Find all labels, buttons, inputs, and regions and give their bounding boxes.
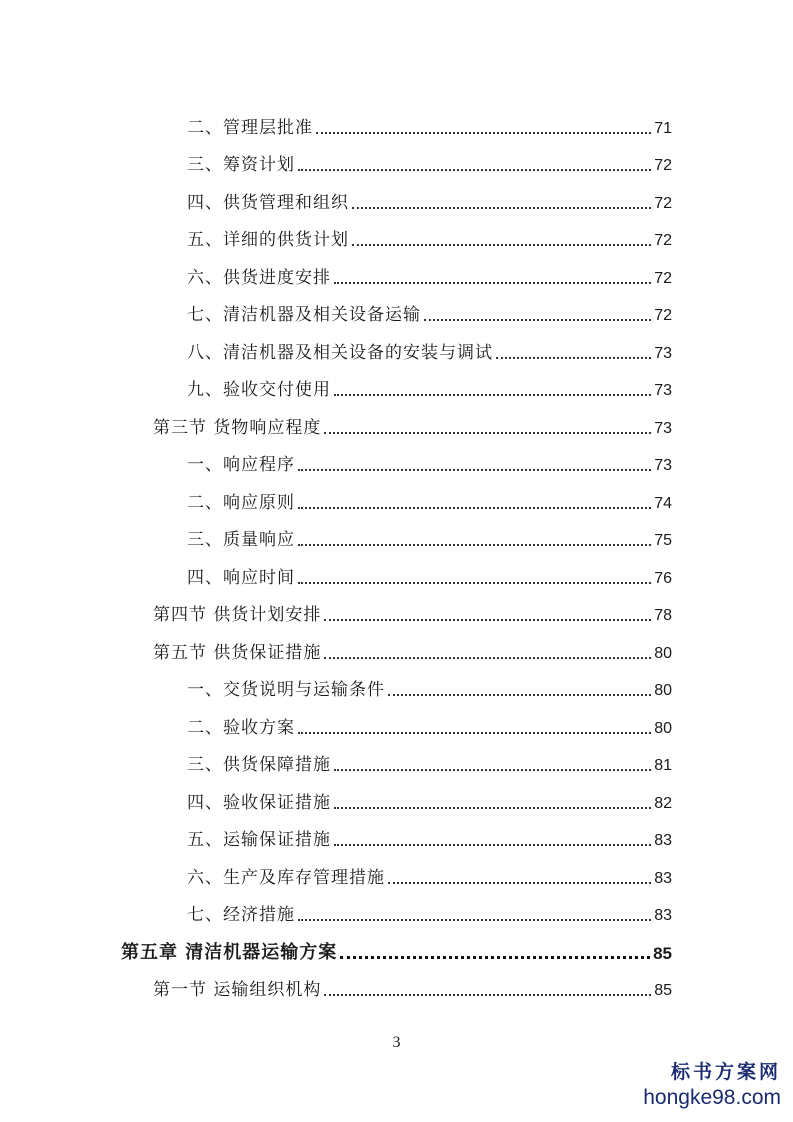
- toc-entry-title: 七、经济措施: [187, 905, 295, 925]
- dot-leader: [298, 507, 651, 509]
- toc-entry-title: 第五节 供货保证措施: [153, 642, 322, 663]
- toc-entry-page: 71: [654, 119, 672, 137]
- toc-item[interactable]: [0, 326, 793, 364]
- toc-item[interactable]: [0, 476, 793, 514]
- toc-entry-title: 三、供货保障措施: [187, 755, 331, 775]
- dot-leader: [324, 432, 651, 434]
- dot-leader: [324, 619, 651, 621]
- watermark-title: 标书方案网: [670, 1061, 781, 1083]
- toc-entry-page: 72: [654, 307, 672, 324]
- dot-leader: [298, 169, 651, 171]
- toc-section[interactable]: [0, 589, 793, 627]
- toc-entry-page: 72: [654, 194, 672, 212]
- toc-entry-page: 83: [654, 869, 672, 887]
- toc-entry-title: 六、供货进度安排: [187, 267, 331, 288]
- dot-leader: [424, 319, 651, 321]
- toc-item[interactable]: [0, 514, 793, 552]
- toc-entry-title: 二、验收方案: [187, 717, 295, 738]
- toc-item[interactable]: [0, 814, 793, 852]
- toc-entry-page: 74: [654, 494, 672, 512]
- dot-leader: [298, 732, 651, 734]
- toc-entry-page: 85: [653, 943, 672, 963]
- dot-leader: [340, 956, 650, 959]
- toc-item[interactable]: [0, 739, 793, 777]
- toc-section[interactable]: [0, 626, 793, 664]
- toc-entry-title: 二、管理层批准: [187, 117, 313, 138]
- toc-item[interactable]: [0, 439, 793, 477]
- toc-entry-title: 九、验收交付使用: [187, 380, 331, 400]
- toc-entry-page: 75: [654, 532, 672, 549]
- toc-entry-page: 72: [654, 232, 672, 249]
- toc-item[interactable]: [0, 101, 793, 139]
- page-number: 3: [392, 1034, 401, 1051]
- watermark-logo: [643, 1057, 781, 1110]
- dot-leader: [324, 994, 651, 996]
- toc-entry-page: 81: [654, 757, 672, 774]
- toc-entry-title: 三、质量响应: [187, 530, 295, 550]
- toc-entry-page: 73: [654, 382, 672, 399]
- dot-leader: [324, 657, 651, 659]
- toc-entry-title: 四、响应时间: [187, 567, 295, 588]
- toc-entry-page: 80: [654, 719, 672, 737]
- toc-entry-page: 85: [654, 982, 672, 999]
- toc-entry-page: 73: [654, 419, 672, 437]
- dot-leader: [334, 394, 651, 396]
- dot-leader: [388, 694, 651, 696]
- toc-entry-title: 第五章 清洁机器运输方案: [121, 941, 338, 963]
- toc-entry-page: 80: [654, 644, 672, 662]
- toc-entry-title: 七、清洁机器及相关设备运输: [187, 305, 421, 325]
- toc-entry-title: 第四节 供货计划安排: [153, 605, 322, 625]
- toc-chapter[interactable]: [0, 926, 793, 964]
- toc-entry-page: 82: [654, 794, 672, 812]
- toc-item[interactable]: [0, 289, 793, 327]
- dot-leader: [298, 582, 651, 584]
- toc-entry-page: 72: [654, 157, 672, 174]
- dot-leader: [334, 807, 651, 809]
- toc-item[interactable]: [0, 251, 793, 289]
- dot-leader: [496, 357, 651, 359]
- dot-leader: [352, 244, 651, 246]
- dot-leader: [298, 544, 651, 546]
- toc-entry-title: 第一节 运输组织机构: [153, 980, 322, 1000]
- toc-entry-page: 80: [654, 682, 672, 699]
- toc-entry-page: 72: [654, 269, 672, 287]
- dot-leader: [334, 769, 651, 771]
- toc-item[interactable]: [0, 214, 793, 252]
- dot-leader: [334, 844, 651, 846]
- toc-entry-title: 五、运输保证措施: [187, 830, 331, 850]
- toc-entry-title: 四、供货管理和组织: [187, 192, 349, 213]
- dot-leader: [316, 132, 651, 134]
- toc-entry-title: 五、详细的供货计划: [187, 230, 349, 250]
- toc-item[interactable]: [0, 176, 793, 214]
- dot-leader: [388, 882, 651, 884]
- toc-entry-page: 83: [654, 832, 672, 849]
- toc-section[interactable]: [0, 401, 793, 439]
- toc-entry-page: 83: [654, 907, 672, 924]
- table-of-contents: [0, 101, 793, 1001]
- dot-leader: [298, 919, 651, 921]
- toc-entry-page: 78: [654, 607, 672, 624]
- toc-item[interactable]: [0, 851, 793, 889]
- toc-entry-title: 一、交货说明与运输条件: [187, 680, 385, 700]
- watermark-url: hongke98.com: [643, 1086, 781, 1109]
- toc-section[interactable]: [0, 964, 793, 1002]
- toc-entry-title: 第三节 货物响应程度: [153, 417, 322, 438]
- toc-item[interactable]: [0, 776, 793, 814]
- toc-item[interactable]: [0, 364, 793, 402]
- toc-item[interactable]: [0, 889, 793, 927]
- toc-item[interactable]: [0, 701, 793, 739]
- toc-entry-title: 一、响应程序: [187, 455, 295, 475]
- toc-entry-page: 76: [654, 569, 672, 587]
- toc-entry-title: 四、验收保证措施: [187, 792, 331, 813]
- dot-leader: [334, 282, 651, 284]
- toc-item[interactable]: [0, 139, 793, 177]
- dot-leader: [352, 207, 651, 209]
- toc-entry-title: 六、生产及库存管理措施: [187, 867, 385, 888]
- toc-entry-title: 三、筹资计划: [187, 155, 295, 175]
- toc-entry-title: 八、清洁机器及相关设备的安装与调试: [187, 342, 493, 363]
- toc-item[interactable]: [0, 664, 793, 702]
- toc-entry-page: 73: [654, 344, 672, 362]
- toc-item[interactable]: [0, 551, 793, 589]
- dot-leader: [298, 469, 651, 471]
- toc-entry-title: 二、响应原则: [187, 492, 295, 513]
- toc-entry-page: 73: [654, 457, 672, 474]
